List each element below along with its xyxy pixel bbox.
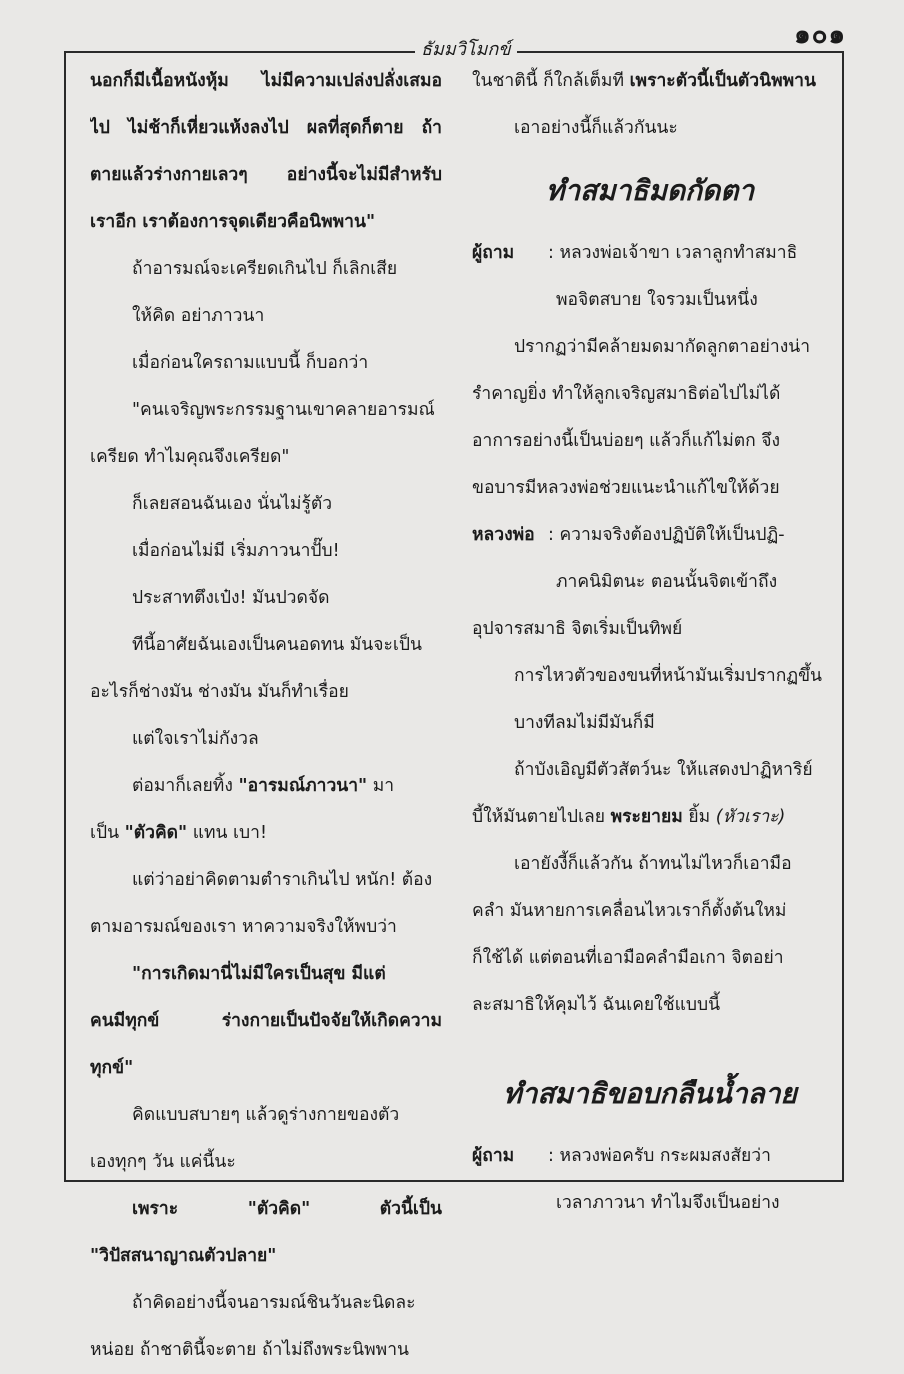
spacer — [472, 1029, 828, 1055]
text-run: แทน เบา! — [192, 823, 267, 843]
text-line: อุปจารสมาธิ จิตเริ่มเป็นทิพย์ — [472, 619, 683, 639]
text-line: เอายังงี้ก็แล้วกัน ถ้าทนไม่ไหวก็เอามือ — [514, 854, 792, 874]
text-line: ทุกข์" — [90, 1058, 134, 1078]
text-line: การไหวตัวของขนที่หน้ามันเริ่มปรากฏขึ้น — [514, 666, 823, 686]
text-run: "ตัวคิด" — [247, 1199, 311, 1219]
text-run: มา — [372, 776, 395, 796]
text-line: คลำ มันหายการเคลื่อนไหวเราก็ตั้งต้นใหม่ — [472, 901, 787, 921]
text-line: พอจิตสบาย ใจรวมเป็นหนึ่ง — [556, 290, 758, 310]
text-line: ถ้าคิดอย่างนี้จนอารมณ์ชินวันละนิดละ — [132, 1293, 416, 1313]
text-line: ถ้าบังเอิญมีตัวสัตว์นะ ให้แสดงปาฏิหาริย์ — [514, 760, 813, 780]
text-line: ให้คิด อย่าภาวนา — [132, 306, 265, 326]
running-head: ธัมมวิโมกข์ — [415, 34, 517, 63]
text-run: เป็น — [90, 823, 120, 843]
text-line: ละสมาธิให้คุมไว้ ฉันเคยใช้แบบนี้ — [472, 995, 721, 1015]
section-heading: ทำสมาธิมดกัดตา — [545, 174, 755, 207]
text-line — [472, 58, 828, 105]
text-line: คิดแบบสบายๆ แล้วดูร่างกายของตัว — [132, 1105, 400, 1125]
text-line: ตายแล้วร่างกายเลวๆ อย่างนี้จะไม่มีสำหรับ — [90, 165, 442, 185]
text-line — [472, 794, 828, 841]
text-line: เราอีก เราต้องการจุดเดียวคือนิพพาน" — [90, 212, 376, 232]
text-line: "วิปัสสนาญาณตัวปลาย" — [90, 1246, 277, 1266]
left-column — [90, 58, 442, 1374]
speaker-label: ผู้ถาม — [472, 1146, 515, 1166]
text-line: ปรากฏว่ามีคล้ายมดมากัดลูกตาอย่างน่า — [514, 337, 811, 357]
text-line: ทีนี้อาศัยฉันเองเป็นคนอดทน มันจะเป็น — [132, 635, 422, 655]
text-run: : ความจริงต้องปฏิบัติให้เป็นปฏิ- — [548, 525, 785, 545]
text-line: "คนเจริญพระกรรมฐานเขาคลายอารมณ์ — [132, 400, 435, 420]
text-run: : หลวงพ่อครับ กระผมสงสัยว่า — [548, 1146, 771, 1166]
text-run: ต่อมาก็เลยทิ้ง — [132, 776, 233, 796]
text-line: ถ้าอารมณ์จะเครียดเกินไป ก็เลิกเสีย — [132, 259, 398, 279]
text-run: บี้ให้มันตายไปเลย — [472, 807, 606, 827]
text-line: เองทุกๆ วัน แค่นี้นะ — [90, 1152, 236, 1172]
text-line: ก็ใช้ได้ แต่ตอนที่เอามือคลำมือเกา จิตอย่า — [472, 948, 784, 968]
text-line: แต่ใจเราไม่กังวล — [132, 729, 259, 749]
text-line: รำคาญยิ่ง ทำให้ลูกเจริญสมาธิต่อไปไม่ได้ — [472, 384, 781, 404]
text-line: ประสาทตึงเป๋ง! มันปวดจัด — [132, 588, 330, 608]
section-heading: ทำสมาธิขอบกลืนน้ำลาย — [503, 1077, 797, 1110]
text-line: ก็เลยสอนฉันเอง นั่นไม่รู้ตัว — [132, 494, 333, 514]
text-line — [90, 763, 442, 810]
text-line: ภาคนิมิตนะ ตอนนั้นจิตเข้าถึง — [556, 572, 778, 592]
text-line: ขอบารมีหลวงพ่อช่วยแนะนำแก้ไขให้ด้วย — [472, 478, 780, 498]
text-line — [472, 1133, 828, 1180]
speaker-label: ผู้ถาม — [472, 243, 515, 263]
emphasis-run: "อารมณ์ภาวนา" — [238, 776, 368, 796]
page-number: ๑๐๑ — [794, 20, 846, 50]
text-line: เครียด ทำไมคุณจึงเครียด" — [90, 447, 290, 467]
text-line: ไป ไม่ช้าก็เหี่ยวแห้งลงไป ผลที่สุดก็ตาย ถ้า — [90, 118, 442, 138]
text-run: : หลวงพ่อเจ้าขา เวลาลูกทำสมาธิ — [548, 243, 798, 263]
text-line — [90, 1186, 442, 1233]
text-line — [90, 810, 442, 857]
text-line: นอกก็มีเนื้อหนังหุ้ม ไม่มีความเปล่งปลั่งเสมอ — [90, 71, 442, 91]
text-line: อะไรก็ช่างมัน ช่างมัน มันก็ทำเรื่อย — [90, 682, 349, 702]
text-line: เมื่อก่อนไม่มี เริ่มภาวนาปั๊บ! — [132, 541, 340, 561]
speaker-label: หลวงพ่อ — [472, 525, 535, 545]
text-line — [472, 512, 828, 559]
text-line: ตามอารมณ์ของเรา หาความจริงให้พบว่า — [90, 917, 397, 937]
text-line: เวลาภาวนา ทำไมจึงเป็นอย่าง — [556, 1193, 780, 1213]
text-line: หน่อย ถ้าชาตินี้จะตาย ถ้าไม่ถึงพระนิพพาน — [90, 1340, 409, 1360]
text-line — [472, 230, 828, 277]
text-line: "การเกิดมานี่ไม่มีใครเป็นสุข มีแต่ — [132, 964, 386, 984]
text-run: เพราะ — [132, 1199, 179, 1219]
text-line: บางทีลมไม่มีมันก็มี — [514, 713, 655, 733]
text-line: อาการอย่างนี้เป็นบ่อยๆ แล้วก็แก้ไม่ตก จึง — [472, 431, 781, 451]
text-line: คนมีทุกข์ ร่างกายเป็นปัจจัยให้เกิดความ — [90, 1011, 442, 1031]
text-line: เอาอย่างนี้ก็แล้วกันนะ — [514, 118, 678, 138]
emphasis-run: "ตัวคิด" — [124, 823, 188, 843]
italic-run: (หัวเราะ) — [715, 807, 786, 827]
text-run: ในชาตินี้ ก็ใกล้เต็มที — [472, 71, 624, 91]
emphasis-run: พระยายม — [610, 807, 683, 827]
text-run: ตัวนี้เป็น — [379, 1199, 442, 1219]
emphasis-run: เพราะตัวนี้เป็นตัวนิพพาน — [629, 71, 816, 91]
text-run: ยิ้ม — [688, 807, 711, 827]
text-line: แต่ว่าอย่าคิดตามตำราเกินไป หนัก! ต้อง — [132, 870, 433, 890]
right-column — [472, 58, 828, 1227]
text-line: เมื่อก่อนใครถามแบบนี้ ก็บอกว่า — [132, 353, 369, 373]
